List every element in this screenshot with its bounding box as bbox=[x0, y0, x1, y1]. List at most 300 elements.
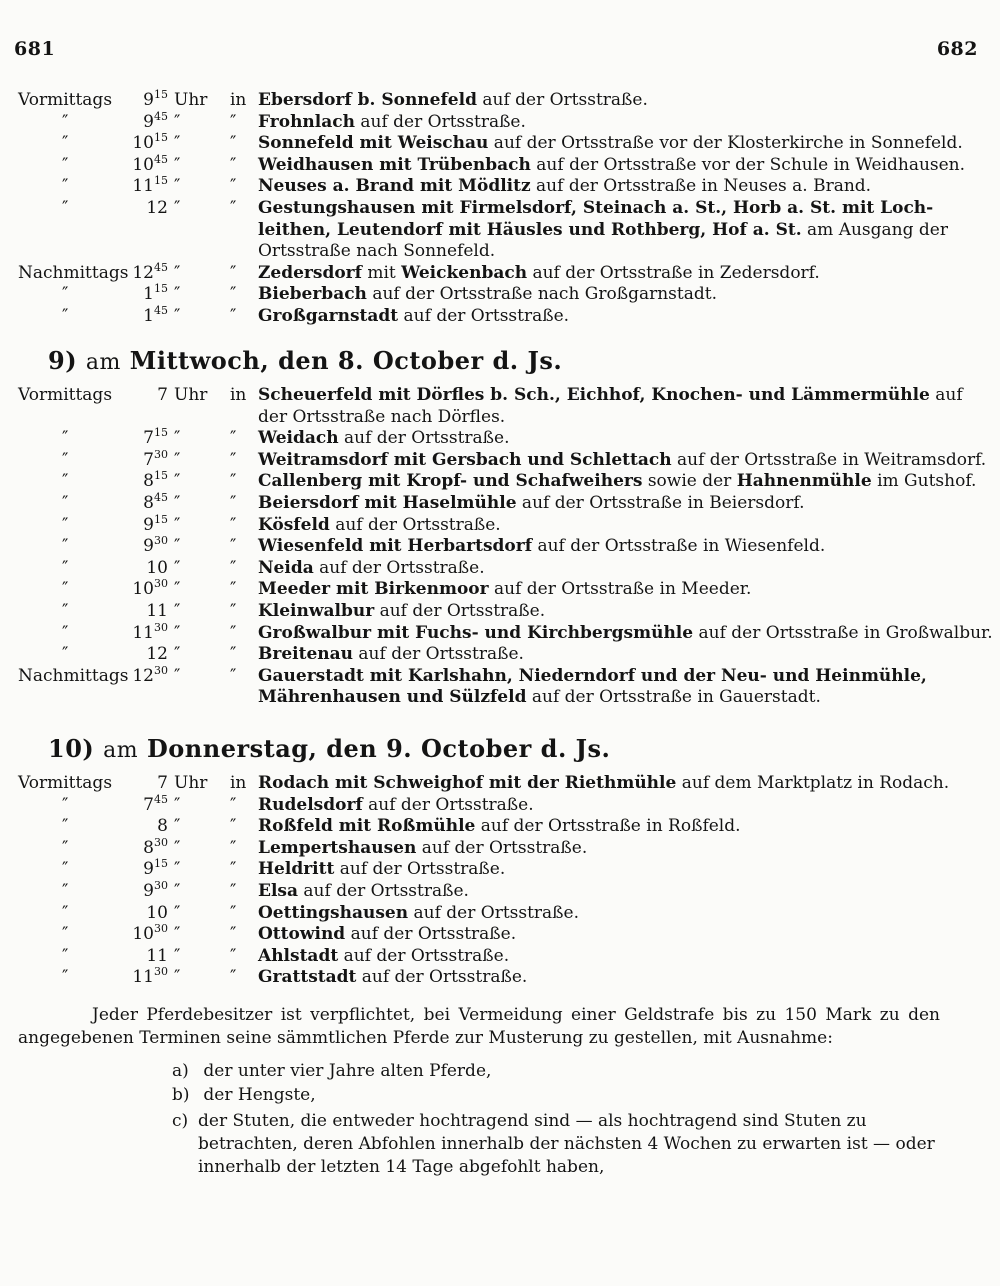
location-text bbox=[258, 579, 751, 601]
location-detail: auf der Ortsstraße nach Großgarnstadt. bbox=[366, 284, 717, 305]
uhr-label: ″ bbox=[174, 794, 181, 815]
time-value bbox=[108, 90, 168, 112]
time-hour: 8 bbox=[143, 837, 154, 858]
in-label: ″ bbox=[230, 305, 237, 326]
time-of-day-label: Vormittags bbox=[18, 385, 113, 405]
time-hour: 9 bbox=[143, 536, 154, 557]
in-label: ″ bbox=[230, 262, 237, 283]
location-detail: auf dem Marktplatz in Rodach. bbox=[676, 773, 950, 793]
schedule-row bbox=[0, 579, 1000, 601]
in-label: ″ bbox=[230, 794, 237, 815]
schedule-row-continuation bbox=[0, 241, 1000, 263]
uhr-label: ″ bbox=[174, 924, 181, 945]
uhr-label: ″ bbox=[174, 492, 181, 513]
time-hour: 11 bbox=[146, 600, 168, 621]
schedule-section bbox=[0, 90, 1000, 328]
schedule-row bbox=[0, 663, 1000, 688]
time-of-day-label: ″ bbox=[62, 622, 69, 643]
uhr-label: Uhr bbox=[174, 90, 208, 110]
time-value bbox=[108, 579, 168, 601]
uhr-label: ″ bbox=[174, 579, 181, 600]
time-of-day-label: ″ bbox=[62, 557, 69, 578]
time-of-day-label: ″ bbox=[62, 837, 69, 858]
section-heading bbox=[48, 346, 562, 375]
time-of-day-label: ″ bbox=[62, 176, 69, 197]
place-name: Rodach mit Schweighof mit der Riethmühle bbox=[258, 773, 677, 793]
time-minute: 45 bbox=[154, 260, 168, 274]
time-minute: 15 bbox=[154, 282, 168, 296]
uhr-label: ″ bbox=[174, 557, 181, 578]
location-detail: auf der Ortsstraße in Wiesenfeld. bbox=[532, 536, 826, 557]
time-value bbox=[108, 644, 168, 666]
place-name: Weidach bbox=[258, 428, 339, 449]
location-detail: auf der Ortsstraße in Weitramsdorf. bbox=[671, 449, 987, 470]
location-detail: auf der Ortsstraße in Meeder. bbox=[488, 579, 752, 600]
schedule-row bbox=[0, 447, 1000, 472]
location-detail: auf der Ortsstraße. bbox=[408, 902, 580, 923]
time-of-day-label: ″ bbox=[62, 644, 69, 665]
uhr-label: ″ bbox=[174, 644, 181, 665]
time-hour: 9 bbox=[143, 111, 154, 132]
time-hour: 1 bbox=[143, 284, 154, 305]
time-value bbox=[108, 663, 168, 688]
location-text bbox=[258, 176, 871, 198]
time-hour: 7 bbox=[157, 385, 168, 405]
time-value bbox=[108, 903, 168, 925]
location-detail: auf der Ortsstraße in Roßfeld. bbox=[475, 816, 741, 837]
place-name: Scheuerfeld mit Dörfles b. Sch., Eichhof, Knochen- und Lämmermühle bbox=[258, 385, 930, 405]
place-name: Meeder mit Birkenmoor bbox=[258, 579, 489, 600]
time-minute: 15 bbox=[154, 426, 168, 440]
location-text bbox=[258, 644, 524, 666]
time-value bbox=[108, 152, 168, 177]
place-name: Ebersdorf b. Sonnefeld bbox=[258, 90, 477, 110]
time-of-day-label: ″ bbox=[62, 284, 69, 305]
in-label: ″ bbox=[230, 924, 237, 945]
location-text bbox=[258, 773, 949, 795]
place-name: Roßfeld mit Roßmühle bbox=[258, 816, 476, 837]
place-name: Heldritt bbox=[258, 859, 335, 880]
place-name: Mährenhausen und Sülzfeld bbox=[258, 687, 527, 708]
time-value bbox=[108, 284, 168, 306]
place-name: Grattstadt bbox=[258, 967, 357, 988]
location-detail: der Ortsstraße nach Dörfles. bbox=[258, 406, 506, 427]
in-label: ″ bbox=[230, 902, 237, 923]
location-detail: auf der Ortsstraße. bbox=[338, 945, 510, 966]
place-name: Kösfeld bbox=[258, 514, 330, 535]
in-label: ″ bbox=[230, 622, 237, 643]
heading-number: 9) bbox=[48, 346, 78, 375]
time-hour: 8 bbox=[143, 471, 154, 492]
schedule-row bbox=[0, 133, 1000, 155]
uhr-label: ″ bbox=[174, 176, 181, 197]
location-text bbox=[258, 924, 516, 946]
location-detail: auf der Ortsstraße. bbox=[329, 514, 501, 535]
location-text bbox=[258, 666, 927, 688]
place-name: Großwalbur mit Fuchs- und Kirchbergsmühle bbox=[258, 622, 694, 643]
time-minute: 15 bbox=[154, 88, 168, 101]
in-label: ″ bbox=[230, 197, 237, 218]
heading-am: am bbox=[85, 350, 121, 375]
schedule-row bbox=[0, 490, 1000, 515]
in-label: ″ bbox=[230, 945, 237, 966]
uhr-label: ″ bbox=[174, 816, 181, 837]
time-hour: 12 bbox=[146, 197, 168, 218]
time-minute: 15 bbox=[154, 174, 168, 188]
schedule-row bbox=[0, 792, 1000, 817]
time-hour: 8 bbox=[143, 492, 154, 513]
schedule-row-continuation bbox=[0, 220, 1000, 242]
schedule-row bbox=[0, 536, 1000, 558]
time-value bbox=[108, 198, 168, 220]
time-of-day-label: ″ bbox=[62, 880, 69, 901]
time-value bbox=[108, 859, 168, 881]
location-detail: auf der Ortsstraße. bbox=[374, 600, 546, 621]
location-detail: sowie der bbox=[642, 471, 737, 492]
schedule-row bbox=[0, 385, 1000, 407]
section-heading bbox=[48, 734, 610, 763]
exception-text: der Stuten, die entweder hochtragend sind — als hochtragend sind Stuten zu betrachten, deren Abfohlen innerhalb der nächsten 4 Wochen zu erwarten ist — oder innerhalb der letzten 14 Tage abgefohlt haben, bbox=[198, 1111, 935, 1177]
in-label: in bbox=[230, 385, 247, 405]
uhr-label: ″ bbox=[174, 262, 181, 283]
heading-number: 10) bbox=[48, 734, 95, 763]
location-text bbox=[258, 838, 587, 860]
time-of-day-label: ″ bbox=[62, 471, 69, 492]
location-text bbox=[258, 284, 717, 306]
time-of-day-label: ″ bbox=[62, 536, 69, 557]
uhr-label: ″ bbox=[174, 133, 181, 154]
location-text bbox=[258, 263, 820, 285]
schedule-row bbox=[0, 152, 1000, 177]
time-minute: 30 bbox=[154, 965, 168, 979]
in-label: ″ bbox=[230, 816, 237, 837]
schedule-row-continuation bbox=[0, 687, 1000, 709]
location-detail: auf der Ortsstraße. bbox=[416, 837, 588, 858]
place-name: Elsa bbox=[258, 880, 299, 901]
exception-item bbox=[172, 1110, 942, 1179]
place-name: Callenberg mit Kropf- und Schafweihers bbox=[258, 471, 643, 492]
page-number-left: 681 bbox=[14, 38, 56, 60]
time-value bbox=[108, 490, 168, 515]
location-detail: Ortsstraße nach Sonnefeld. bbox=[258, 241, 496, 262]
location-text bbox=[258, 493, 804, 515]
schedule-row bbox=[0, 512, 1000, 537]
location-text bbox=[258, 536, 825, 558]
schedule-row bbox=[0, 471, 1000, 493]
in-label: ″ bbox=[230, 967, 237, 988]
schedule-row bbox=[0, 601, 1000, 623]
exception-key: b) bbox=[172, 1085, 190, 1105]
time-hour: 7 bbox=[143, 794, 154, 815]
place-name: Ottowind bbox=[258, 924, 346, 945]
in-label: ″ bbox=[230, 111, 237, 132]
time-value bbox=[108, 967, 168, 989]
schedule-row bbox=[0, 924, 1000, 946]
exception-text: der Hengste, bbox=[203, 1085, 316, 1105]
schedule-row bbox=[0, 90, 1000, 112]
heading-day: Donnerstag, den 9. October d. Js. bbox=[146, 734, 611, 763]
schedule-row bbox=[0, 835, 1000, 860]
place-name: Ahlstadt bbox=[258, 945, 339, 966]
location-text bbox=[258, 155, 965, 177]
in-label: ″ bbox=[230, 514, 237, 535]
location-text bbox=[258, 385, 963, 407]
location-text bbox=[258, 450, 986, 472]
in-label: ″ bbox=[230, 428, 237, 449]
exception-item bbox=[172, 1060, 491, 1083]
uhr-label: ″ bbox=[174, 859, 181, 880]
schedule-row bbox=[0, 198, 1000, 220]
time-hour: 10 bbox=[132, 579, 154, 600]
location-text bbox=[258, 795, 534, 817]
uhr-label: Uhr bbox=[174, 385, 208, 405]
schedule-section bbox=[0, 773, 1000, 989]
uhr-label: ″ bbox=[174, 536, 181, 557]
uhr-label: ″ bbox=[174, 514, 181, 535]
place-name: Beiersdorf mit Haselmühle bbox=[258, 492, 517, 513]
time-hour: 1 bbox=[143, 305, 154, 326]
time-value bbox=[108, 620, 168, 645]
uhr-label: ″ bbox=[174, 449, 181, 470]
uhr-label: ″ bbox=[174, 902, 181, 923]
in-label: ″ bbox=[230, 880, 237, 901]
time-value bbox=[108, 471, 168, 493]
time-hour: 9 bbox=[143, 90, 154, 110]
time-value bbox=[108, 176, 168, 198]
exception-key: a) bbox=[172, 1061, 189, 1081]
location-text bbox=[258, 198, 933, 220]
time-hour: 8 bbox=[157, 816, 168, 837]
time-minute: 45 bbox=[154, 792, 168, 806]
time-minute: 30 bbox=[154, 922, 168, 936]
time-of-day-label: ″ bbox=[62, 111, 69, 132]
schedule-row bbox=[0, 967, 1000, 989]
in-label: in bbox=[230, 773, 247, 793]
uhr-label: ″ bbox=[174, 600, 181, 621]
schedule-row bbox=[0, 644, 1000, 666]
time-minute: 30 bbox=[154, 835, 168, 849]
time-value bbox=[108, 558, 168, 580]
place-name: Oettingshausen bbox=[258, 902, 409, 923]
location-detail: auf der Ortsstraße vor der Klosterkirche in Sonnefeld. bbox=[488, 133, 963, 154]
in-label: ″ bbox=[230, 133, 237, 154]
schedule-row bbox=[0, 284, 1000, 306]
time-minute: 15 bbox=[154, 469, 168, 483]
location-text bbox=[258, 946, 509, 968]
location-text bbox=[258, 428, 510, 450]
time-value bbox=[108, 946, 168, 968]
time-value bbox=[108, 601, 168, 623]
location-text bbox=[258, 306, 569, 328]
place-name: Neuses a. Brand mit Mödlitz bbox=[258, 176, 531, 197]
time-hour: 9 bbox=[143, 514, 154, 535]
schedule-row bbox=[0, 816, 1000, 838]
time-of-day-label: ″ bbox=[62, 945, 69, 966]
time-of-day-label: ″ bbox=[62, 514, 69, 535]
schedule-row bbox=[0, 260, 1000, 285]
schedule-row bbox=[0, 176, 1000, 198]
uhr-label: ″ bbox=[174, 967, 181, 988]
notice-paragraph: Jeder Pferdebesitzer ist verpflichtet, bei Vermeidung einer Geldstrafe bis zu 150 Mark zu den angegebenen Terminen seine sämmtlichen Pferde zur Musterung zu gestellen, mit Ausnahme: bbox=[18, 1005, 940, 1048]
place-name: Zedersdorf bbox=[258, 262, 362, 283]
location-detail: auf der Ortsstraße. bbox=[476, 90, 648, 110]
schedule-row bbox=[0, 109, 1000, 134]
place-name: Weidhausen mit Trübenbach bbox=[258, 154, 531, 175]
time-hour: 9 bbox=[143, 880, 154, 901]
in-label: ″ bbox=[230, 471, 237, 492]
location-text bbox=[258, 967, 527, 989]
time-value bbox=[108, 303, 168, 328]
location-text bbox=[258, 112, 526, 134]
time-minute: 30 bbox=[154, 577, 168, 591]
place-name: Sonnefeld mit Weischau bbox=[258, 133, 489, 154]
time-hour: 12 bbox=[146, 644, 168, 665]
schedule-row bbox=[0, 303, 1000, 328]
time-minute: 30 bbox=[154, 620, 168, 634]
location-detail: auf der Ortsstraße. bbox=[362, 794, 534, 815]
location-detail: auf der Ortsstraße. bbox=[313, 557, 485, 578]
time-hour: 11 bbox=[132, 622, 154, 643]
time-of-day-label: ″ bbox=[62, 816, 69, 837]
time-hour: 9 bbox=[143, 859, 154, 880]
location-text bbox=[258, 881, 469, 903]
time-of-day-label: ″ bbox=[62, 154, 69, 175]
uhr-label: ″ bbox=[174, 880, 181, 901]
time-value bbox=[108, 878, 168, 903]
time-minute: 30 bbox=[154, 878, 168, 892]
time-of-day-label: ″ bbox=[62, 492, 69, 513]
location-text bbox=[258, 859, 505, 881]
uhr-label: ″ bbox=[174, 284, 181, 305]
time-minute: 15 bbox=[154, 857, 168, 871]
in-label: ″ bbox=[230, 557, 237, 578]
time-minute: 30 bbox=[154, 534, 168, 548]
time-minute: 15 bbox=[154, 131, 168, 145]
schedule-row bbox=[0, 903, 1000, 925]
place-name: Wiesenfeld mit Herbartsdorf bbox=[258, 536, 533, 557]
time-value bbox=[108, 835, 168, 860]
heading-day: Mittwoch, den 8. October d. Js. bbox=[129, 346, 563, 375]
page-number-right: 682 bbox=[936, 38, 978, 60]
uhr-label: ″ bbox=[174, 197, 181, 218]
in-label: ″ bbox=[230, 859, 237, 880]
schedule-row bbox=[0, 558, 1000, 580]
location-detail: auf der Ortsstraße. bbox=[398, 305, 570, 326]
place-name: Kleinwalbur bbox=[258, 600, 375, 621]
time-value bbox=[108, 924, 168, 946]
in-label: ″ bbox=[230, 154, 237, 175]
time-of-day-label: ″ bbox=[62, 600, 69, 621]
time-minute: 30 bbox=[154, 447, 168, 461]
location-detail: auf der Ortsstraße. bbox=[354, 111, 526, 132]
location-text bbox=[258, 623, 993, 645]
in-label: ″ bbox=[230, 579, 237, 600]
heading-am: am bbox=[103, 738, 139, 763]
time-of-day-label: ″ bbox=[62, 305, 69, 326]
time-hour: 10 bbox=[146, 902, 168, 923]
time-minute: 45 bbox=[154, 152, 168, 166]
in-label: ″ bbox=[230, 644, 237, 665]
time-hour: 11 bbox=[146, 945, 168, 966]
exception-text: der unter vier Jahre alten Pferde, bbox=[203, 1061, 492, 1081]
schedule-row bbox=[0, 859, 1000, 881]
schedule-row bbox=[0, 878, 1000, 903]
time-of-day-label: ″ bbox=[62, 859, 69, 880]
in-label: ″ bbox=[230, 176, 237, 197]
location-detail: auf der Ortsstraße in Neuses a. Brand. bbox=[530, 176, 872, 197]
place-name: Weickenbach bbox=[401, 262, 528, 283]
location-detail: mit bbox=[361, 262, 402, 283]
in-label: ″ bbox=[230, 665, 237, 686]
location-text bbox=[258, 601, 545, 623]
uhr-label: ″ bbox=[174, 111, 181, 132]
in-label: ″ bbox=[230, 837, 237, 858]
time-value bbox=[108, 385, 168, 407]
time-value bbox=[108, 260, 168, 285]
schedule-section bbox=[0, 385, 1000, 709]
place-name: Rudelsdorf bbox=[258, 794, 363, 815]
location-detail: auf bbox=[929, 385, 963, 405]
location-detail: auf der Ortsstraße. bbox=[298, 880, 469, 901]
location-detail: auf der Ortsstraße. bbox=[353, 644, 524, 665]
time-of-day-label: Nachmittags bbox=[18, 665, 129, 686]
schedule-row-continuation bbox=[0, 407, 1000, 429]
place-name: Gauerstadt mit Karlshahn, Niederndorf und der Neu- und Heinmühle, bbox=[258, 665, 927, 686]
schedule-row bbox=[0, 620, 1000, 645]
time-minute: 45 bbox=[154, 109, 168, 123]
location-detail: auf der Ortsstraße. bbox=[338, 428, 510, 449]
uhr-label: ″ bbox=[174, 665, 181, 686]
time-of-day-label: ″ bbox=[62, 428, 69, 449]
place-name: Neida bbox=[258, 557, 314, 578]
time-hour: 10 bbox=[132, 924, 154, 945]
schedule-row bbox=[0, 428, 1000, 450]
uhr-label: ″ bbox=[174, 945, 181, 966]
schedule-row bbox=[0, 946, 1000, 968]
place-name: Gestungshausen mit Firmelsdorf, Steinach a. St., Horb a. St. mit Loch- bbox=[258, 197, 934, 218]
time-value bbox=[108, 816, 168, 838]
uhr-label: ″ bbox=[174, 305, 181, 326]
uhr-label: Uhr bbox=[174, 773, 208, 793]
time-value bbox=[108, 773, 168, 795]
time-hour: 7 bbox=[143, 428, 154, 449]
location-text bbox=[258, 133, 963, 155]
time-of-day-label: ″ bbox=[62, 967, 69, 988]
time-hour: 7 bbox=[157, 773, 168, 793]
location-detail: im Gutshof. bbox=[871, 471, 977, 492]
time-minute: 30 bbox=[154, 663, 168, 677]
time-hour: 10 bbox=[146, 557, 168, 578]
location-detail: auf der Ortsstraße in Zedersdorf. bbox=[527, 262, 820, 283]
time-hour: 12 bbox=[132, 665, 154, 686]
uhr-label: ″ bbox=[174, 154, 181, 175]
uhr-label: ″ bbox=[174, 837, 181, 858]
time-value bbox=[108, 512, 168, 537]
location-detail: auf der Ortsstraße in Beiersdorf. bbox=[516, 492, 805, 513]
exception-key: c) bbox=[172, 1111, 189, 1131]
exception-item bbox=[172, 1084, 316, 1107]
time-hour: 11 bbox=[132, 967, 154, 988]
time-minute: 45 bbox=[154, 303, 168, 317]
time-hour: 7 bbox=[143, 449, 154, 470]
place-name: Lempertshausen bbox=[258, 837, 417, 858]
location-detail: auf der Ortsstraße in Großwalbur. bbox=[693, 622, 993, 643]
location-text bbox=[258, 471, 976, 493]
place-name: Breitenau bbox=[258, 644, 354, 665]
in-label: ″ bbox=[230, 536, 237, 557]
in-label: ″ bbox=[230, 492, 237, 513]
schedule-row bbox=[0, 773, 1000, 795]
